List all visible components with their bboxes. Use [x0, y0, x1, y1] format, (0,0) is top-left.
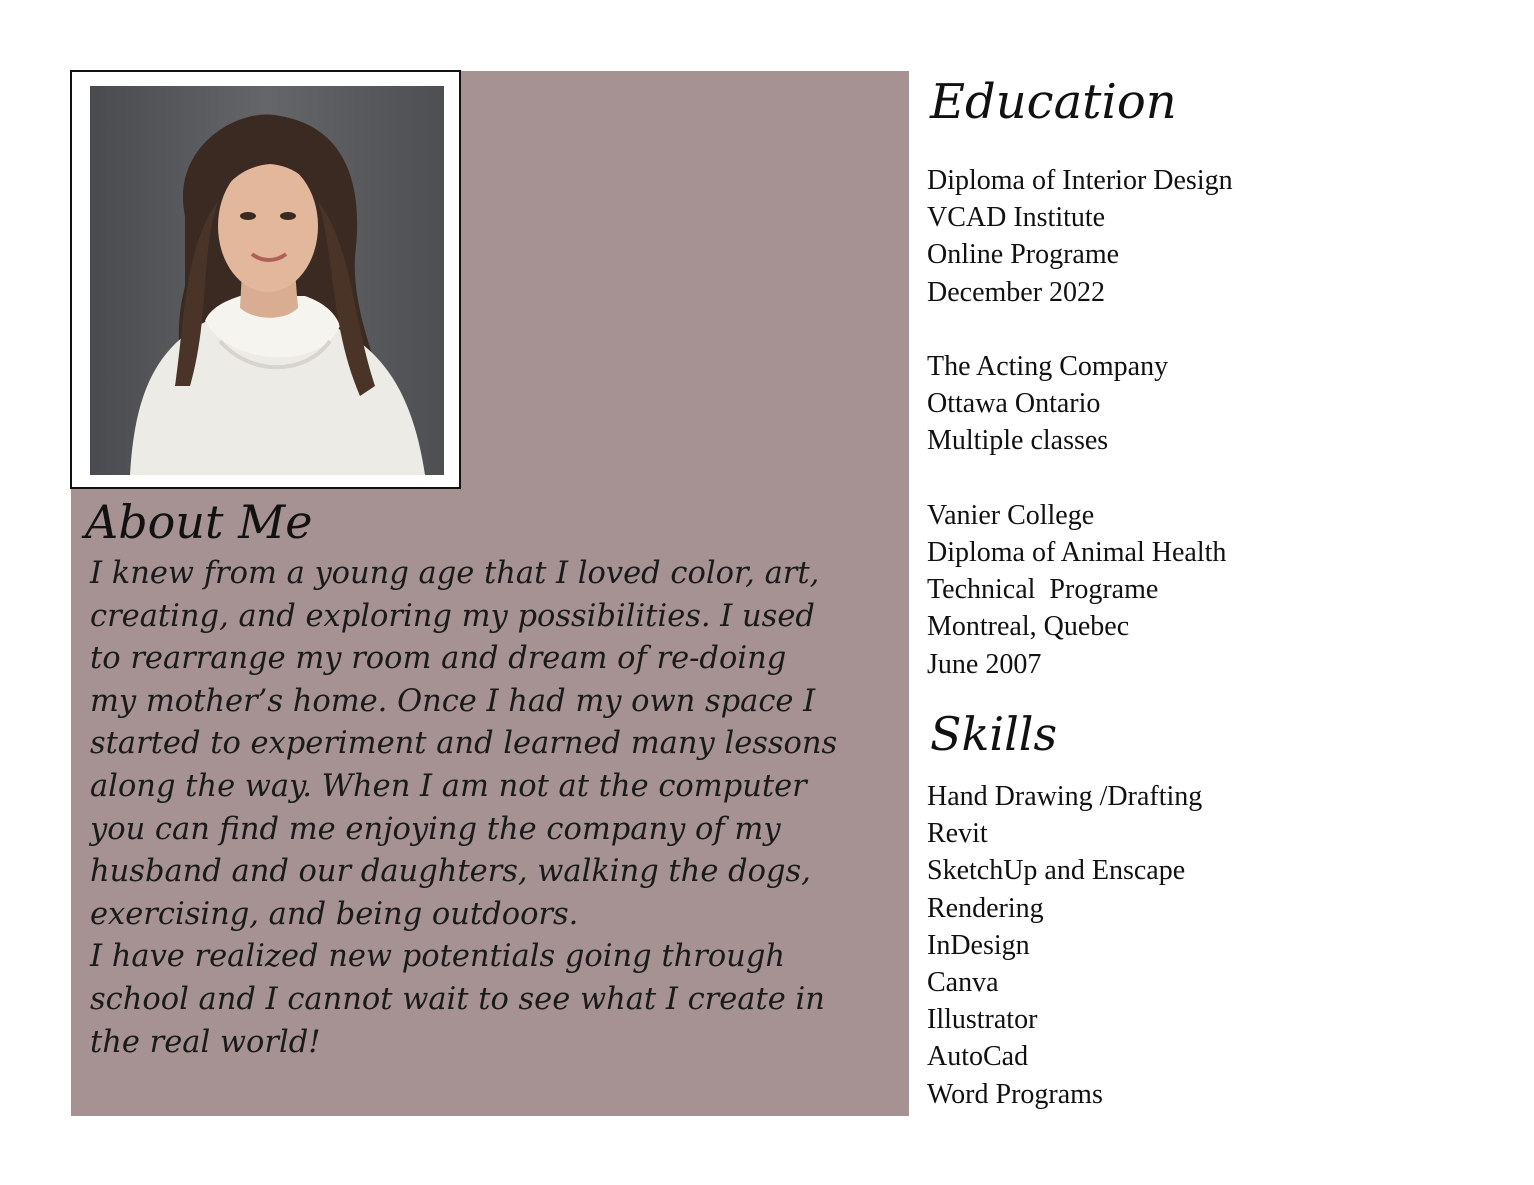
about-line: exercising, and being outdoors. — [90, 896, 579, 932]
profile-photo — [90, 86, 444, 475]
education-line: June 2007 — [927, 648, 1042, 680]
about-line: my mother’s home. Once I had my own space I — [90, 683, 816, 719]
skill-item: Illustrator — [927, 1004, 1038, 1036]
portrait-illustration — [90, 86, 444, 475]
education-line: Diploma of Animal Health — [927, 537, 1227, 568]
about-line: the real world! — [90, 1024, 321, 1060]
skill-item: InDesign — [927, 929, 1030, 961]
education-line: Diploma of Interior Design — [927, 165, 1233, 196]
skill-item: Word Programs — [927, 1078, 1103, 1110]
about-line: along the way. When I am not at the computer — [90, 768, 807, 804]
education-line: Technical Programe — [927, 574, 1159, 606]
education-line: Ottawa Ontario — [927, 388, 1101, 420]
about-line: I knew from a young age that I loved color, art, — [90, 556, 820, 591]
about-line: started to experiment and learned many lessons — [90, 726, 838, 762]
education-line: Online Programe — [927, 239, 1120, 271]
about-line: you can find me enjoying the company of my — [90, 811, 781, 847]
about-line: school and I cannot wait to see what I create in — [90, 981, 825, 1017]
skill-item: Canva — [927, 967, 999, 999]
skills-list — [927, 778, 1202, 1113]
skill-item: Hand Drawing /Drafting — [927, 781, 1203, 812]
education-heading: Education — [930, 74, 1177, 130]
skill-item: AutoCad — [927, 1041, 1029, 1073]
profile-photo-frame — [70, 70, 461, 489]
about-line: I have realized new potentials going through — [90, 939, 785, 975]
skill-item: SketchUp and Enscape — [927, 855, 1186, 887]
skill-item: Revit — [927, 818, 988, 850]
education-line: December 2022 — [927, 276, 1106, 308]
about-line: to rearrange my room and dream of re-doing — [90, 641, 787, 677]
skill-item: Rendering — [927, 892, 1044, 924]
education-line: Vanier College — [927, 499, 1095, 531]
skills-heading: Skills — [930, 707, 1058, 761]
education-line: Multiple classes — [927, 425, 1109, 457]
about-text — [90, 553, 900, 1064]
about-line: husband and our daughters, walking the dogs, — [90, 854, 811, 890]
education-line: The Acting Company — [927, 351, 1169, 382]
about-heading: About Me — [85, 495, 313, 549]
education-line: Montreal, Quebec — [927, 611, 1130, 643]
education-line: VCAD Institute — [927, 202, 1106, 234]
education-list — [927, 162, 1233, 683]
about-line: creating, and exploring my possibilities. I used — [90, 598, 815, 634]
